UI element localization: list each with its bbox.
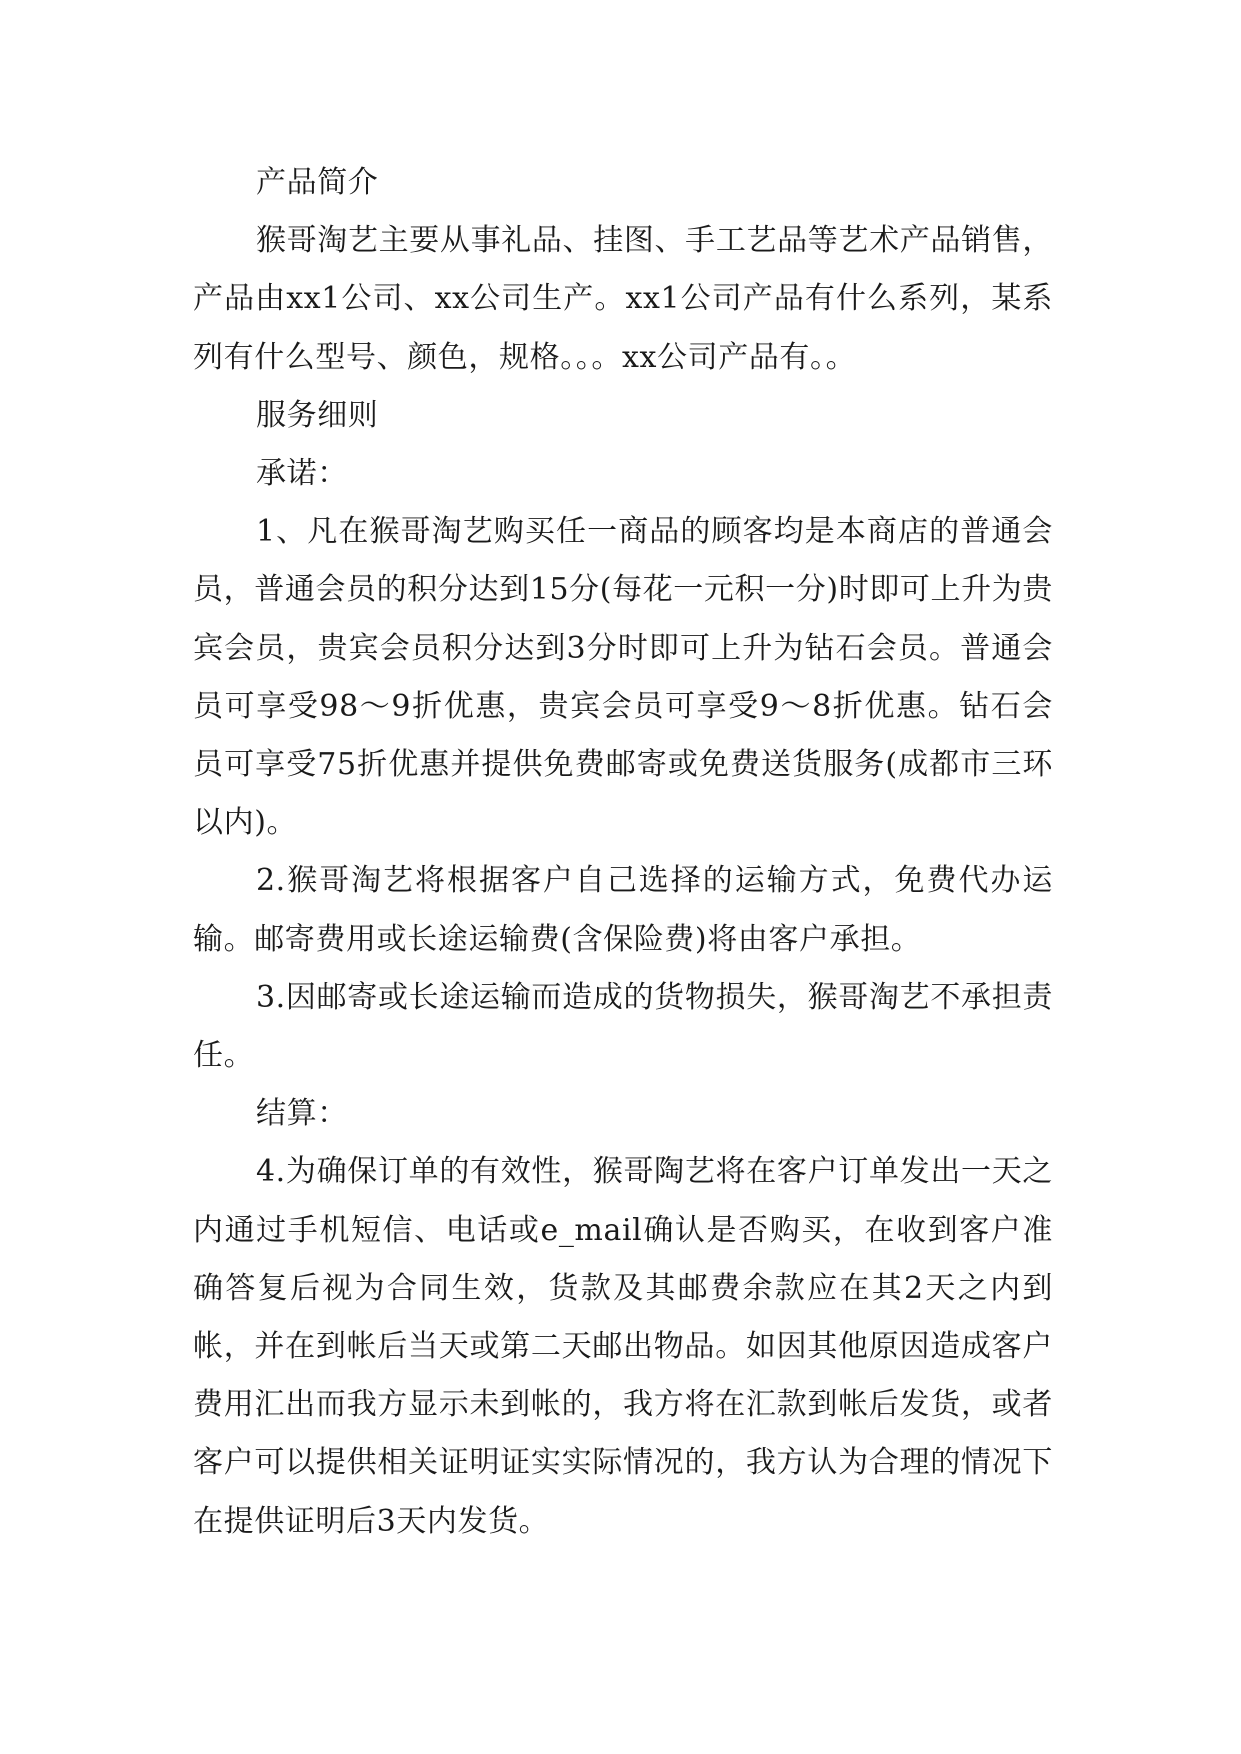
settlement-heading: 结算： — [256, 1096, 348, 1132]
product-intro-heading: 产品简介 — [256, 165, 379, 200]
product-intro-paragraph: 猴哥淘艺主要从事礼品、挂图、手工艺品等艺术产品销售，产品由xx1公司、xx公司生产。xx1公司产品有什么系列，某系列有什么型号、颜色，规格。。。xx公司产品有。。 — [193, 223, 1053, 375]
rule-1-paragraph: 1、凡在猴哥淘艺购买任一商品的顾客均是本商店的普通会员，普通会员的积分达到15分(每花一元积一分)时即可上升为贵宾会员，贵宾会员积分达到3分时即可上升为钻石会员。普通会员可享受98～9折优惠，贵宾会员可享受9～8折优惠。钻石会员可享受75折优惠并提供免费邮寄或免费送货服务(成都市三环以内)。 — [193, 514, 1053, 841]
promise-heading: 承诺： — [256, 456, 348, 492]
rule-4-paragraph: 4.为确保订单的有效性，猴哥陶艺将在客户订单发出一天之内通过手机短信、电话或e_mail确认是否购买，在收到客户准确答复后视为合同生效，货款及其邮费余款应在其2天之内到帐，并在到帐后当天或第二天邮出物品。如因其他原因造成客户费用汇出而我方显示未到帐的，我方将在汇款到帐后发货，或者客户可以提供相关证明证实实际情况的，我方认为合理的情况下在提供证明后3天内发货。 — [193, 1154, 1053, 1539]
rule-3-paragraph: 3.因邮寄或长途运输而造成的货物损失，猴哥淘艺不承担责任。 — [193, 979, 1053, 1074]
document-body — [193, 154, 1053, 1551]
service-rules-heading: 服务细则 — [256, 397, 379, 433]
rule-2-paragraph: 2.猴哥淘艺将根据客户自己选择的运输方式，免费代办运输。邮寄费用或长途运输费(含保险费)将由客户承担。 — [193, 863, 1053, 957]
